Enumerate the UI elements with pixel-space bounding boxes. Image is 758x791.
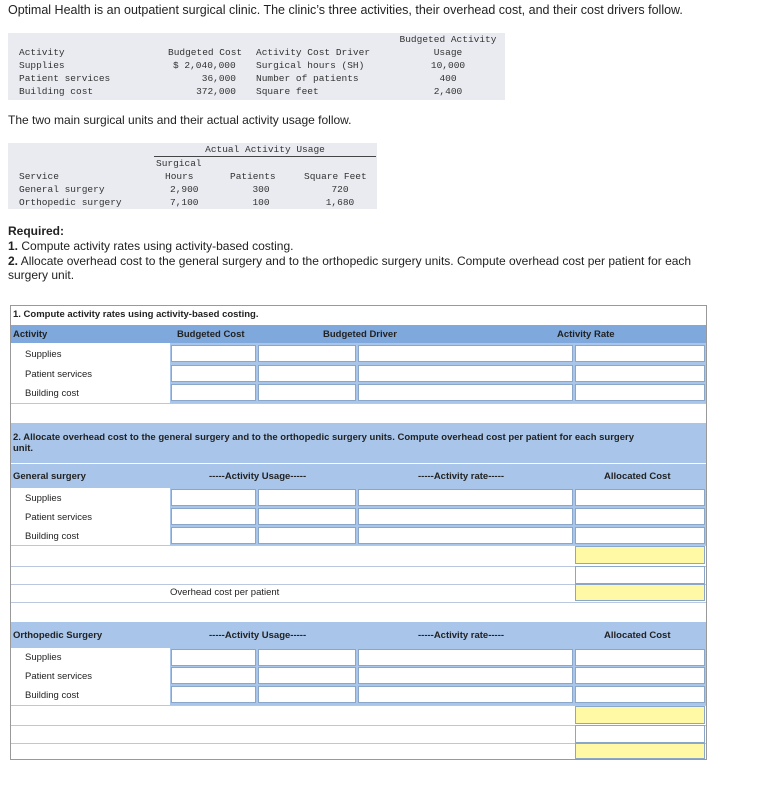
table2-group-header: Actual Activity Usage: [205, 144, 325, 155]
required-item-1-number: 1.: [8, 239, 19, 253]
part1-building-cost-input[interactable]: [171, 384, 256, 401]
part1-patient-rate-input[interactable]: [575, 365, 705, 382]
part1-patient-cost-input[interactable]: [171, 365, 256, 382]
table2-header-sqft: Square Feet: [304, 171, 367, 182]
required-item-2-text: Allocate overhead cost to the general surgery and to the orthopedic surgery units. Compute overhead cost per patient for each: [20, 254, 692, 268]
ortho-per-patient-input[interactable]: [575, 743, 705, 759]
table1-row-usage: 400: [439, 73, 457, 84]
general-supplies-usage-unit-input[interactable]: [258, 489, 356, 506]
per-patient-label: Overhead cost per patient: [170, 587, 280, 598]
table2-header-hours-1: Surgical: [156, 158, 202, 169]
intro-text: Optimal Health is an outpatient surgical clinic. The clinic’s three activities, their overhead cost, and their cost drivers follow.: [8, 3, 683, 17]
general-label-building-cost: Building cost: [25, 531, 79, 542]
general-header-row: [11, 464, 706, 488]
part1-header-driver: Budgeted Driver: [323, 329, 397, 340]
general-patient-rate-input[interactable]: [358, 508, 573, 525]
part1-title: 1. Compute activity rates using activity-based costing.: [13, 309, 259, 320]
ortho-patient-rate-input[interactable]: [358, 667, 573, 684]
required-item-2-cont: surgery unit.: [8, 268, 75, 282]
general-alloc-header: Allocated Cost: [604, 471, 671, 482]
general-rate-header: -----Activity rate-----: [418, 471, 505, 482]
ortho-patients-input[interactable]: [575, 725, 705, 743]
general-label-patient-services: Patient services: [25, 512, 93, 523]
ortho-supplies-usage-unit-input[interactable]: [258, 649, 356, 666]
part1-divider: [11, 403, 706, 404]
ortho-patient-usage-input[interactable]: [171, 667, 256, 684]
required-title: Required:: [8, 224, 65, 238]
general-supplies-alloc-input[interactable]: [575, 489, 705, 506]
general-building-rate-input[interactable]: [358, 527, 573, 544]
ortho-building-rate-input[interactable]: [358, 686, 573, 703]
part1-supplies-driver-input[interactable]: [258, 345, 356, 362]
general-total-cost-input[interactable]: [575, 546, 705, 564]
ortho-supplies-usage-input[interactable]: [171, 649, 256, 666]
part1-header-activity: Activity: [13, 329, 48, 340]
table1-row-cost: 372,000: [196, 86, 236, 97]
general-supplies-usage-input[interactable]: [171, 489, 256, 506]
part2-title-cont: unit.: [13, 443, 34, 454]
table1-row-cost: $ 2,040,000: [173, 60, 236, 71]
ortho-supplies-rate-input[interactable]: [358, 649, 573, 666]
table1-header-driver: Activity Cost Driver: [256, 47, 371, 58]
general-usage-header: -----Activity Usage-----: [209, 471, 307, 482]
ortho-total-cost-input[interactable]: [575, 706, 705, 724]
table1-row-driver: Number of patients: [256, 73, 359, 84]
ortho-label-patient-services: Patient services: [25, 671, 93, 682]
part1-patient-driver-input[interactable]: [258, 365, 356, 382]
part1-supplies-driver-unit-input[interactable]: [358, 345, 573, 362]
table1-header-usage-2: Usage: [433, 47, 463, 58]
part1-label-patient-services: Patient services: [25, 369, 93, 380]
ortho-patient-alloc-input[interactable]: [575, 667, 705, 684]
part1-patient-driver-unit-input[interactable]: [358, 365, 573, 382]
part1-supplies-rate-input[interactable]: [575, 345, 705, 362]
table2-row-hours: 2,900: [170, 184, 199, 195]
overhead-table: [8, 33, 505, 100]
ortho-patient-usage-unit-input[interactable]: [258, 667, 356, 684]
table1-row-driver: Surgical hours (SH): [256, 60, 365, 71]
table1-header-activity: Activity: [19, 47, 65, 58]
part1-header-rate: Activity Rate: [557, 329, 615, 340]
ortho-building-alloc-input[interactable]: [575, 686, 705, 703]
table1-header-cost: Budgeted Cost: [168, 47, 243, 58]
general-supplies-rate-input[interactable]: [358, 489, 573, 506]
ortho-supplies-alloc-input[interactable]: [575, 649, 705, 666]
table1-row-activity: Patient services: [19, 73, 111, 84]
part1-building-driver-unit-input[interactable]: [358, 384, 573, 401]
ortho-building-usage-input[interactable]: [171, 686, 256, 703]
part1-building-driver-input[interactable]: [258, 384, 356, 401]
general-building-usage-input[interactable]: [171, 527, 256, 544]
table2-row-patients: 100: [252, 197, 270, 208]
required-item-1: [8, 239, 293, 253]
table2-header-patients: Patients: [230, 171, 276, 182]
table1-row-driver: Square feet: [256, 86, 319, 97]
general-end-line: [11, 602, 706, 603]
ortho-header-row: [11, 622, 706, 648]
ortho-label-supplies: Supplies: [25, 652, 62, 663]
table1-header-usage-1: Budgeted Activity: [399, 34, 497, 45]
ortho-title: Orthopedic Surgery: [13, 630, 103, 641]
table2-header-hours-2: Hours: [165, 171, 194, 182]
general-patients-input[interactable]: [575, 566, 705, 584]
general-patient-usage-unit-input[interactable]: [258, 508, 356, 525]
general-per-patient-input[interactable]: [575, 584, 705, 601]
part1-building-rate-input[interactable]: [575, 384, 705, 401]
general-label-supplies: Supplies: [25, 493, 62, 504]
table2-row-hours: 7,100: [170, 197, 199, 208]
general-patient-usage-input[interactable]: [171, 508, 256, 525]
general-building-usage-unit-input[interactable]: [258, 527, 356, 544]
table2-row-sqft: 1,680: [325, 197, 355, 208]
table1-row-activity: Building cost: [19, 86, 94, 97]
usage-table: [8, 143, 377, 209]
required-item-2: [8, 254, 691, 268]
table1-row-usage: 2,400: [433, 86, 463, 97]
required-item-1-text: Compute activity rates using activity-based costing.: [21, 239, 294, 253]
ortho-building-usage-unit-input[interactable]: [258, 686, 356, 703]
table2-row-service: General surgery: [19, 184, 105, 195]
required-item-2-number: 2.: [8, 254, 19, 268]
ortho-rate-header: -----Activity rate-----: [418, 630, 505, 641]
part1-label-supplies: Supplies: [25, 349, 62, 360]
part1-supplies-cost-input[interactable]: [171, 345, 256, 362]
table2-row-sqft: 720: [331, 184, 349, 195]
table2-header-service: Service: [19, 171, 59, 182]
general-patient-alloc-input[interactable]: [575, 508, 705, 525]
mid-text: The two main surgical units and their actual activity usage follow.: [8, 113, 352, 127]
ortho-usage-header: -----Activity Usage-----: [209, 630, 307, 641]
table1-row-usage: 10,000: [430, 60, 466, 71]
table2-row-patients: 300: [252, 184, 270, 195]
part2-title-band: [11, 423, 706, 463]
part1-label-building-cost: Building cost: [25, 388, 79, 399]
ortho-alloc-header: Allocated Cost: [604, 630, 671, 641]
part2-title: 2. Allocate overhead cost to the general surgery and to the orthopedic surgery units. Compute overhead cost per patient for each surgery: [13, 432, 634, 443]
table1-row-cost: 36,000: [201, 73, 236, 84]
part1-header-cost: Budgeted Cost: [177, 329, 245, 340]
table2-row-service: Orthopedic surgery: [19, 197, 122, 208]
ortho-label-building-cost: Building cost: [25, 690, 79, 701]
table1-row-activity: Supplies: [19, 60, 65, 71]
general-title: General surgery: [13, 471, 86, 482]
general-building-alloc-input[interactable]: [575, 527, 705, 544]
